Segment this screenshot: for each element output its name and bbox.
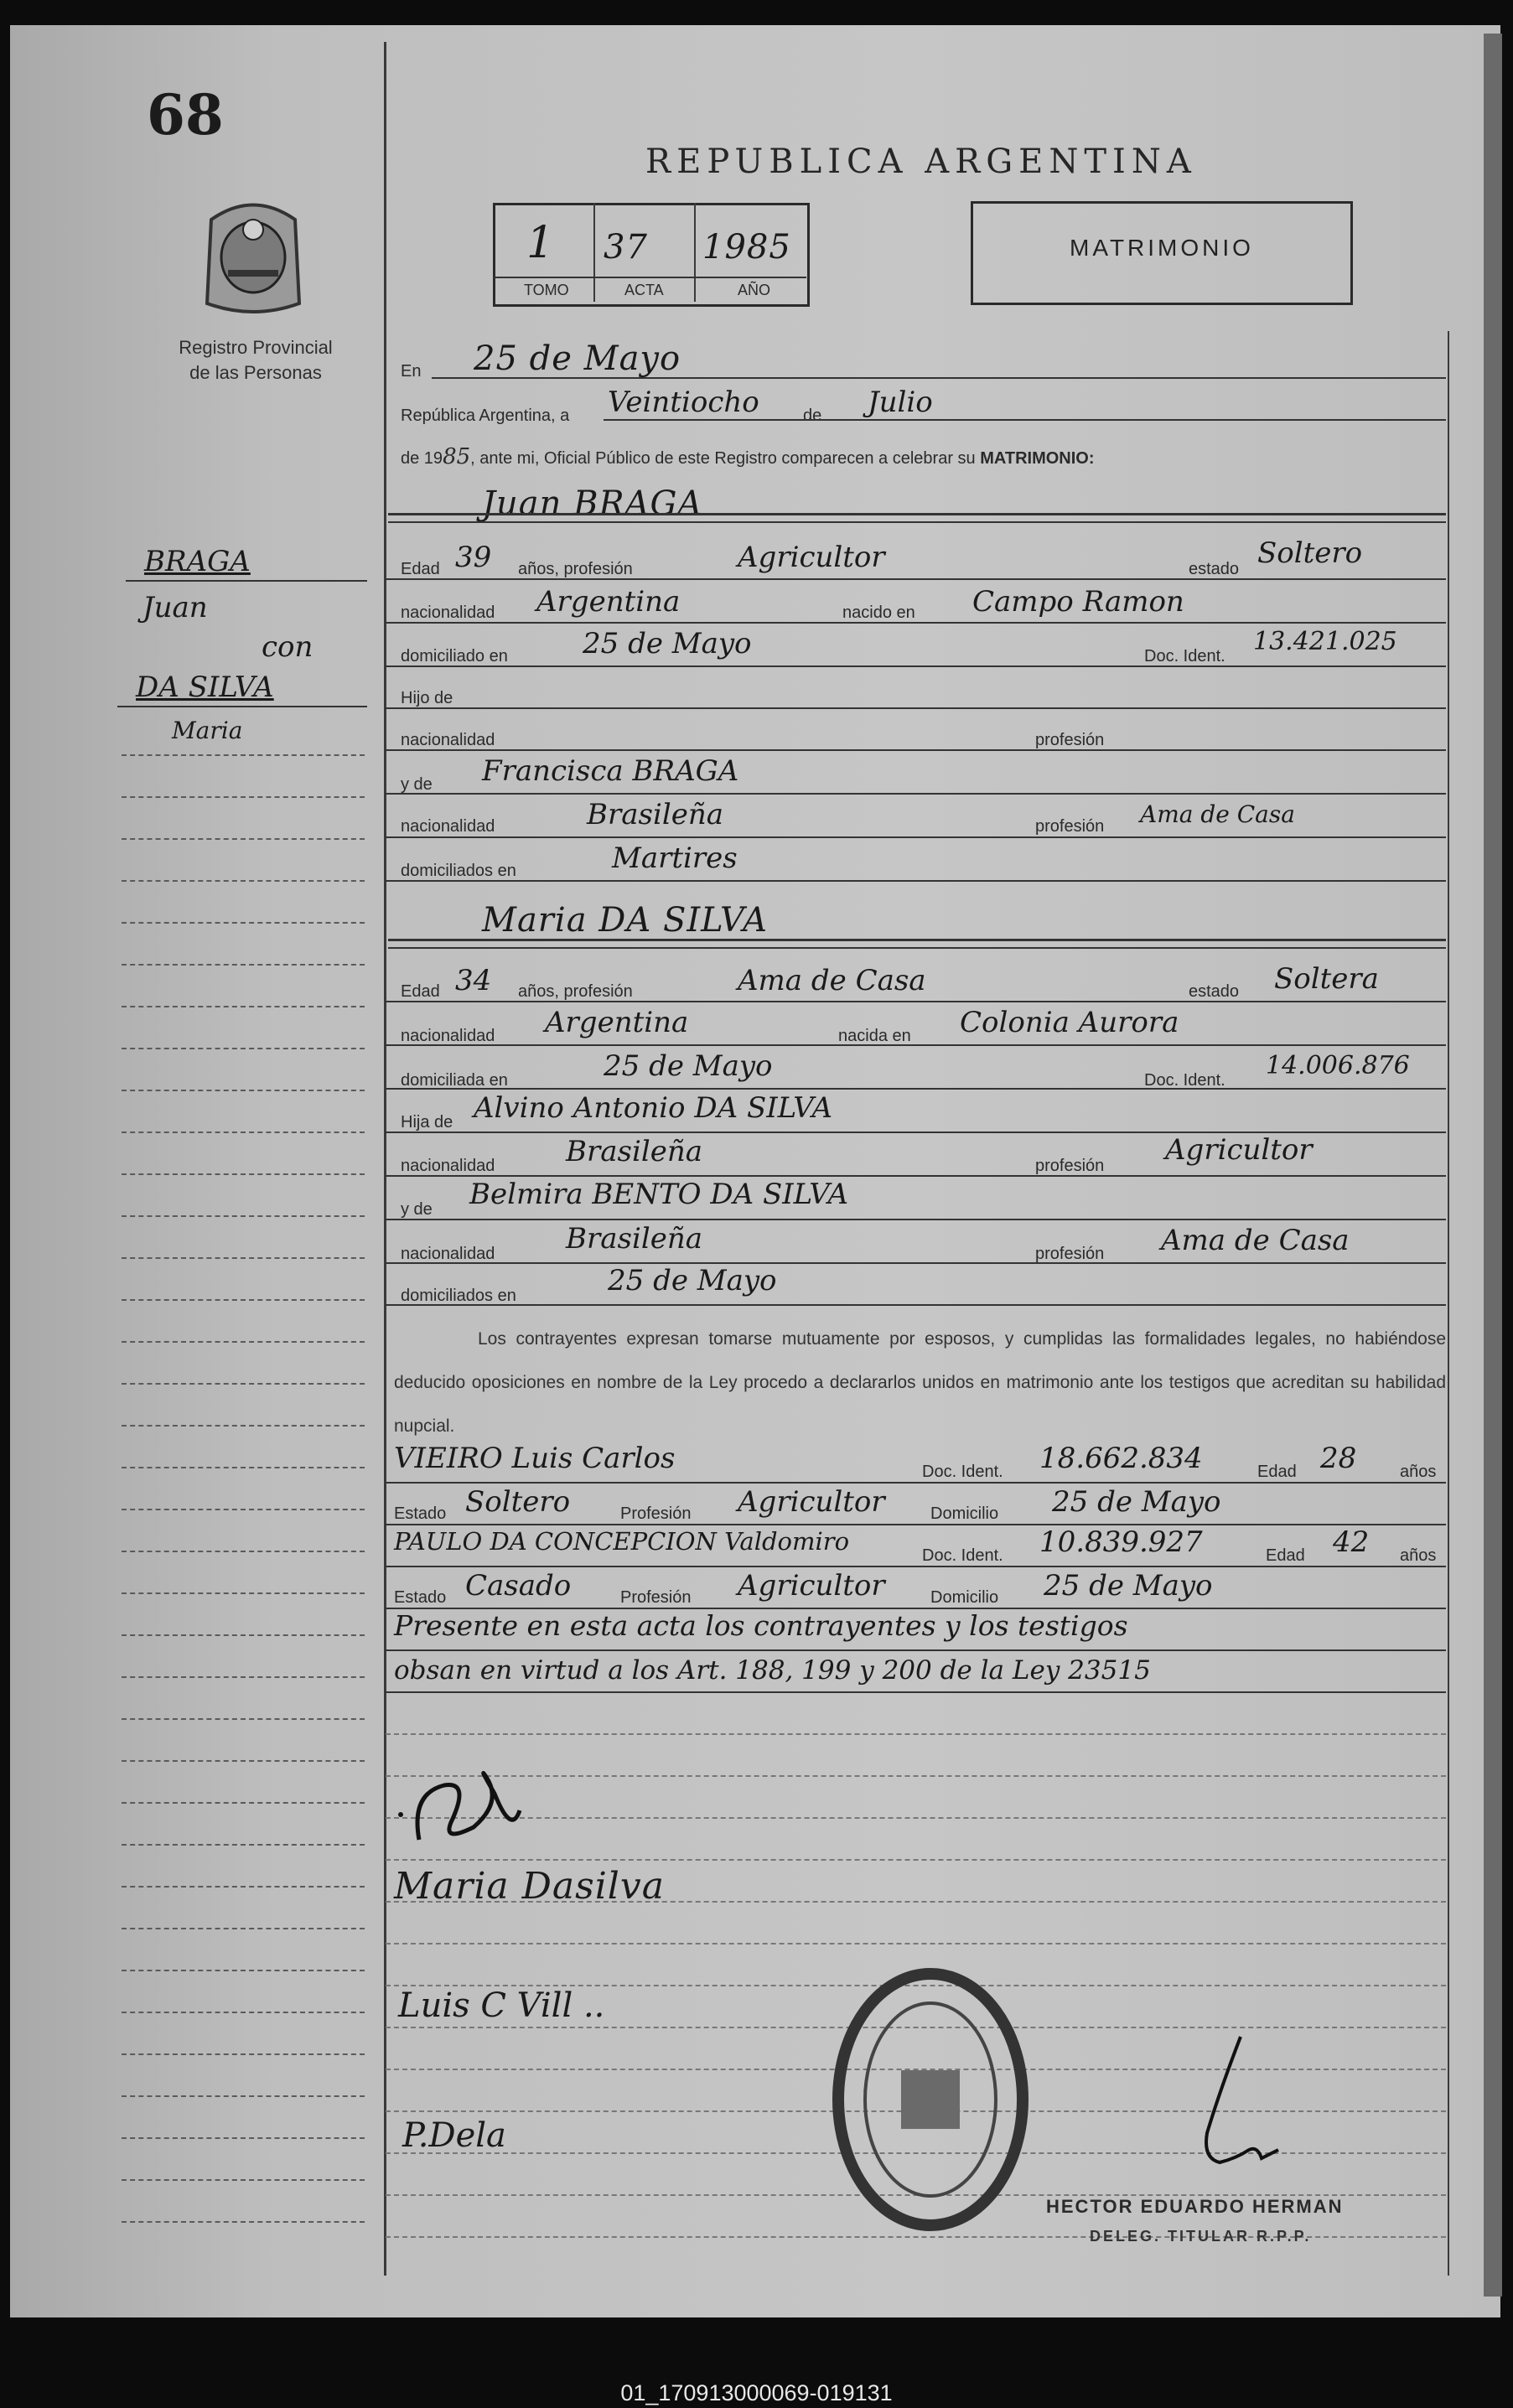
record-type: MATRIMONIO <box>1070 235 1254 261</box>
bride-edad: 34 <box>455 964 492 997</box>
witness1-signature: Luis C Vill .. <box>398 1986 605 2025</box>
witness2-edad: 42 <box>1333 1525 1370 1559</box>
note-line-1: Presente en esta acta los contrayentes y los testigos <box>394 1609 1128 1642</box>
tomo-value: 1 <box>526 218 556 268</box>
month-value: Julio <box>868 386 933 419</box>
witness1-profesion: Agricultor <box>738 1485 885 1519</box>
image-id-footer: 01_170913000069-019131 <box>620 2380 893 2405</box>
bride-name: Maria DA SILVA <box>482 901 769 940</box>
groom-nacionalidad: Argentina <box>536 585 681 619</box>
tomo-label: TOMO <box>524 282 569 298</box>
page-number: 68 <box>147 82 224 148</box>
witness2-signature: P.Dela <box>402 2116 506 2155</box>
officer-signature <box>1169 2033 1287 2183</box>
witness1-doc: 18.662.834 <box>1039 1442 1203 1475</box>
groom-signature <box>394 1760 562 1852</box>
day-value: Veintiocho <box>608 386 759 419</box>
groom-nacido-en: Campo Ramon <box>972 585 1184 619</box>
bride-mother-profesion: Ama de Casa <box>1161 1224 1350 1257</box>
groom-domicilio: 25 de Mayo <box>583 627 752 660</box>
officer-name: HECTOR EDUARDO HERMAN <box>1046 2196 1344 2217</box>
book-spine <box>1484 34 1502 2297</box>
margin-divider <box>384 42 386 2276</box>
coat-of-arms-icon <box>194 194 312 320</box>
acta-label: ACTA <box>624 282 664 298</box>
ano-value: 1985 <box>702 228 791 267</box>
place-value: 25 de Mayo <box>474 339 681 378</box>
bride-father-name: Alvino Antonio DA SILVA <box>474 1091 833 1125</box>
intro-statement: de 1985, ante mi, Oficial Público de este Registro comparecen a celebrar su MATRIMONIO: <box>401 444 1095 469</box>
witness2-domicilio: 25 de Mayo <box>1044 1569 1213 1603</box>
groom-name: Juan BRAGA <box>482 484 703 523</box>
bride-mother-name: Belmira BENTO DA SILVA <box>469 1178 849 1211</box>
groom-mother-nacionalidad: Brasileña <box>587 798 723 831</box>
margin-bride-name: Maria <box>172 717 243 744</box>
witness1-estado: Soltero <box>465 1485 571 1519</box>
bride-estado: Soltera <box>1274 962 1379 996</box>
note-line-2: obsan en virtud a los Art. 188, 199 y 200 de la Ley 23515 <box>394 1655 1151 1686</box>
officer-title: DELEG. TITULAR R.P.P. <box>1090 2228 1312 2245</box>
margin-groom-surname: BRAGA <box>144 545 251 578</box>
witness1-domicilio: 25 de Mayo <box>1052 1485 1221 1519</box>
groom-doc: 13.421.025 <box>1253 627 1397 656</box>
country-title: REPUBLICA ARGENTINA <box>645 142 1197 181</box>
margin-con: con <box>262 630 313 664</box>
witness1-name: VIEIRO Luis Carlos <box>394 1442 676 1475</box>
groom-profesion: Agricultor <box>738 541 885 574</box>
groom-mother-name: Francisca BRAGA <box>482 754 739 788</box>
witness2-name: PAULO DA CONCEPCION Valdomiro <box>394 1527 850 1556</box>
witness2-estado: Casado <box>465 1569 572 1603</box>
official-seal-icon <box>826 1961 1035 2238</box>
bride-nacionalidad: Argentina <box>545 1006 689 1039</box>
ano-label: AÑO <box>738 282 771 298</box>
witness1-edad: 28 <box>1320 1442 1357 1475</box>
bride-father-nacionalidad: Brasileña <box>566 1135 702 1168</box>
bride-domicilio: 25 de Mayo <box>604 1049 773 1083</box>
bride-father-profesion: Agricultor <box>1165 1133 1313 1167</box>
witness2-profesion: Agricultor <box>738 1569 885 1603</box>
declaration-text: Los contrayentes expresan tomarse mutuamente por esposos, y cumplidas las formalidades legales, no habiéndose deducido oposiciones en nombre de la Ley procedo a declararlos unidos en matrimonio ante los testigos que acreditan su habilidad nupcial. <box>394 1329 1446 1436</box>
bride-parents-domicilio: 25 de Mayo <box>608 1264 777 1297</box>
bride-profesion: Ama de Casa <box>738 964 926 997</box>
acta-value: 37 <box>604 228 648 267</box>
bride-nacida-en: Colonia Aurora <box>960 1006 1179 1039</box>
groom-parents-domicilio: Martires <box>612 842 738 875</box>
bride-mother-nacionalidad: Brasileña <box>566 1222 702 1256</box>
right-border <box>1448 331 1449 2276</box>
groom-estado: Soltero <box>1257 536 1363 570</box>
witness2-doc: 10.839.927 <box>1039 1525 1203 1559</box>
bride-signature: Maria Dasilva <box>394 1865 665 1908</box>
registry-name: Registro Provincial de las Personas <box>179 337 333 383</box>
margin-bride-surname: DA SILVA <box>136 671 274 704</box>
groom-edad: 39 <box>455 541 492 574</box>
bride-doc: 14.006.876 <box>1266 1051 1410 1080</box>
groom-mother-profesion: Ama de Casa <box>1140 800 1295 828</box>
margin-groom-name: Juan <box>142 591 208 624</box>
